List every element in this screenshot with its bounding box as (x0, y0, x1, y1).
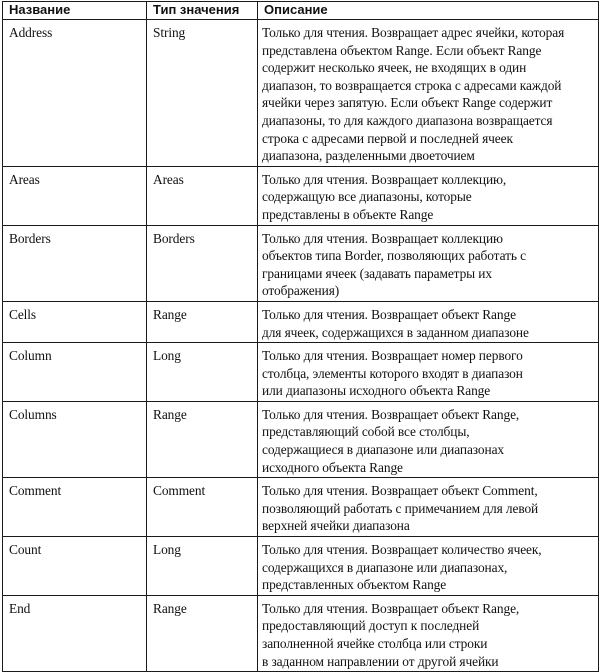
description-line: Только для чтения. Возвращает объект Comment, (262, 483, 538, 499)
description-line: заполненной ячейке столбца или строки (262, 636, 488, 651)
property-description (258, 478, 599, 537)
table-row (3, 537, 599, 596)
property-name: Columns (3, 401, 147, 477)
table-row (3, 20, 599, 167)
description-line: Только для чтения. Возвращает объект Range, (262, 406, 520, 422)
table-row (3, 478, 599, 537)
description-line: Только для чтения. Возвращает коллекцию, (262, 171, 507, 187)
table-body (3, 20, 599, 672)
property-description (258, 343, 599, 402)
property-description (258, 166, 599, 225)
description-line: границами ячеек (задавать параметры их (262, 265, 492, 281)
description-line: для ячеек, содержащихся в заданном диапазоне (262, 324, 529, 340)
property-description (258, 595, 599, 671)
property-type: Borders (147, 225, 258, 301)
property-name: Areas (3, 166, 147, 225)
property-name: End (3, 595, 147, 671)
description-line: Только для чтения. Возвращает номер первого (262, 348, 523, 364)
description-line: Только для чтения. Возвращает адрес ячейки, которая (262, 25, 565, 40)
table-row (3, 225, 599, 301)
property-type: Range (147, 401, 258, 477)
description-line: в заданном направлении от другой ячейки (262, 653, 499, 669)
header-name: Название (3, 2, 147, 20)
property-name: Count (3, 537, 147, 596)
description-line: представлены в объекте Range (262, 206, 434, 222)
description-line: строка с адресами первой и последней ячеек (262, 130, 513, 146)
description-line: представляющий собой все столбцы, (262, 424, 470, 440)
header-description: Описание (258, 2, 599, 20)
description-line: позволяющий работать с примечанием для левой (262, 500, 539, 516)
description-line: отображения) (262, 283, 340, 299)
property-description (258, 225, 599, 301)
description-line: Только для чтения. Возвращает коллекцию (262, 230, 503, 246)
header-type: Тип значения (147, 2, 258, 20)
description-line: Только для чтения. Возвращает количество ячеек, (262, 542, 542, 558)
property-description (258, 401, 599, 477)
description-line: содержащихся в диапазоне или диапазонах, (262, 559, 508, 575)
property-type: String (147, 20, 258, 167)
description-line: предоставляющий доступ к последней (262, 618, 480, 634)
property-type: Range (147, 301, 258, 342)
description-line: столбца, элементы которого входят в диапазон (262, 365, 523, 381)
description-line: ячейки через запятую. Если объект Range содержит (262, 95, 553, 111)
description-line: верхней ячейки диапазона (262, 518, 410, 534)
property-type: Comment (147, 478, 258, 537)
description-line: исходного объекта Range (262, 459, 403, 475)
property-name: Address (3, 20, 147, 167)
description-line: диапазоны, то для каждого диапазона возвращается (262, 112, 553, 128)
property-description (258, 20, 599, 167)
property-description (258, 301, 599, 342)
property-description (258, 537, 599, 596)
property-type: Areas (147, 166, 258, 225)
description-line: или диапазоны исходного объекта Range (262, 383, 491, 399)
table-row (3, 401, 599, 477)
property-type: Long (147, 343, 258, 402)
description-line: содержащую все диапазоны, которые (262, 189, 472, 205)
table-row (3, 595, 599, 671)
description-line: диапазон, то возвращается строка с адресами каждой (262, 77, 562, 93)
description-line: представлена объектом Range. Если объект Range (262, 42, 542, 58)
table-row (3, 301, 599, 342)
property-name: Borders (3, 225, 147, 301)
property-type: Range (147, 595, 258, 671)
description-line: Только для чтения. Возвращает объект Range, (262, 600, 520, 616)
table-header (3, 2, 599, 20)
description-line: объектов типа Border, позволяющих работать с (262, 248, 526, 264)
description-line: содержащиеся в диапазоне или диапазонах (262, 442, 505, 458)
property-type: Long (147, 537, 258, 596)
property-name: Column (3, 343, 147, 402)
properties-table (2, 1, 599, 672)
table-row (3, 166, 599, 225)
description-line: представленных объектом Range (262, 577, 447, 593)
property-name: Cells (3, 301, 147, 342)
header-row (3, 2, 599, 20)
description-line: диапазона, разделенными двоеточием (262, 148, 475, 164)
description-line: содержит несколько ячеек, не входящих в один (262, 60, 527, 76)
property-name: Comment (3, 478, 147, 537)
table-row (3, 343, 599, 402)
description-line: Только для чтения. Возвращает объект Range (262, 306, 516, 322)
